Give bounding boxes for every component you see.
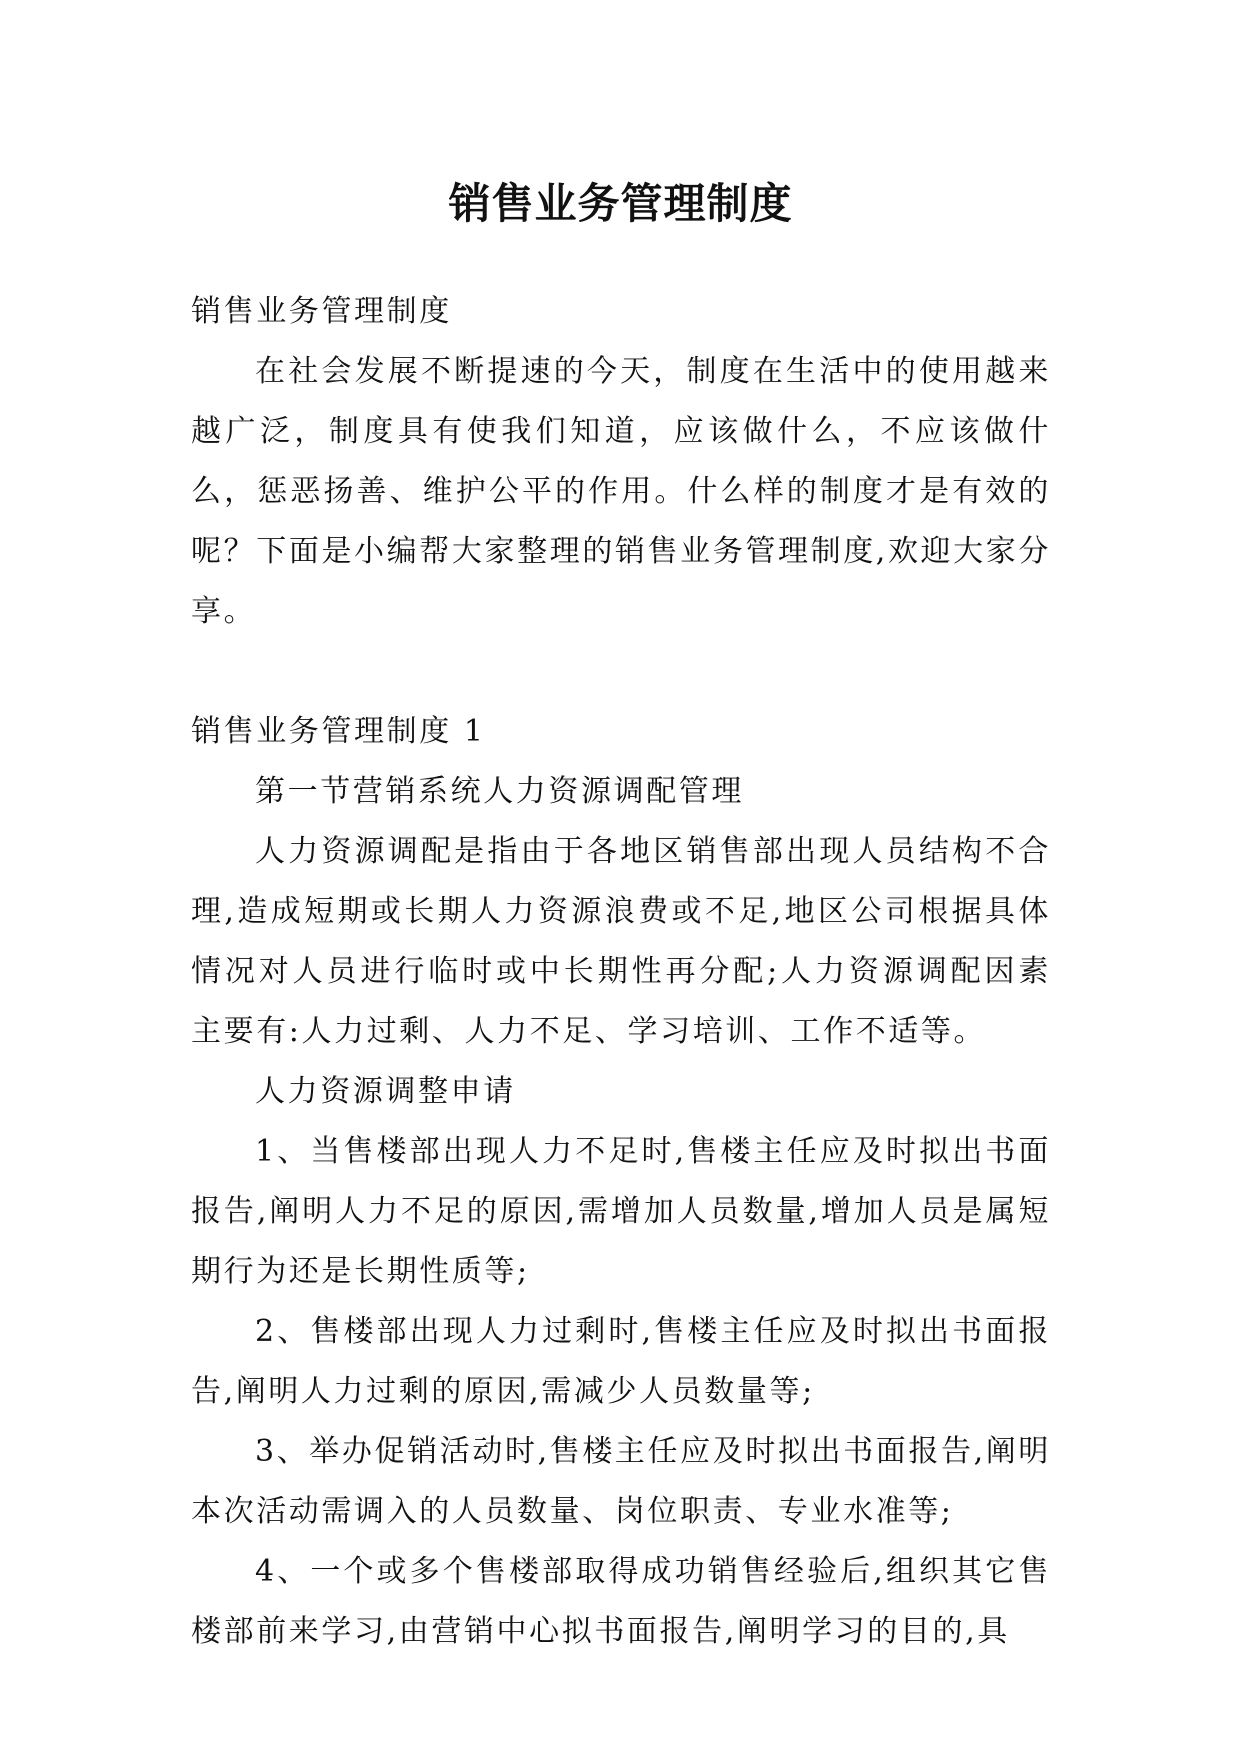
subtitle-paragraph: 销售业务管理制度 bbox=[191, 294, 452, 329]
intro-paragraph: 在社会发展不断提速的今天，制度在生活中的使用越来越广泛，制度具有使我们知道，应该做什么，不应该做什么，惩恶扬善、维护公平的作用。什么样的制度才是有效的呢？下面是小编帮大家整理的销售业务管理制度,欢迎大家分享。 bbox=[191, 354, 1051, 629]
list-item: 2、售楼部出现人力过剩时,售楼主任应及时拟出书面报告,阐明人力过剩的原因,需减少人员数量等; bbox=[191, 1314, 1051, 1409]
list-item: 3、举办促销活动时,售楼主任应及时拟出书面报告,阐明本次活动需调入的人员数量、岗位职责、专业水准等; bbox=[191, 1434, 1051, 1529]
body-paragraph: 人力资源调配是指由于各地区销售部出现人员结构不合理,造成短期或长期人力资源浪费或不足,地区公司根据具体情况对人员进行临时或中长期性再分配;人力资源调配因素主要有:人力过剩、人力不足、学习培训、工作不适等。 bbox=[191, 834, 1051, 1049]
list-item: 4、一个或多个售楼部取得成功销售经验后,组织其它售楼部前来学习,由营销中心拟书面报告,阐明学习的目的,具 bbox=[191, 1554, 1051, 1649]
subsection-heading: 第一节营销系统人力资源调配管理 bbox=[255, 774, 744, 809]
subsection-heading: 人力资源调整申请 bbox=[255, 1074, 516, 1109]
document-title: 销售业务管理制度 bbox=[448, 179, 793, 229]
document-body bbox=[191, 282, 1051, 1662]
list-item: 1、当售楼部出现人力不足时,售楼主任应及时拟出书面报告,阐明人力不足的原因,需增加人员数量,增加人员是属短期行为还是长期性质等; bbox=[191, 1134, 1051, 1289]
section-heading: 销售业务管理制度 1 bbox=[191, 714, 486, 749]
